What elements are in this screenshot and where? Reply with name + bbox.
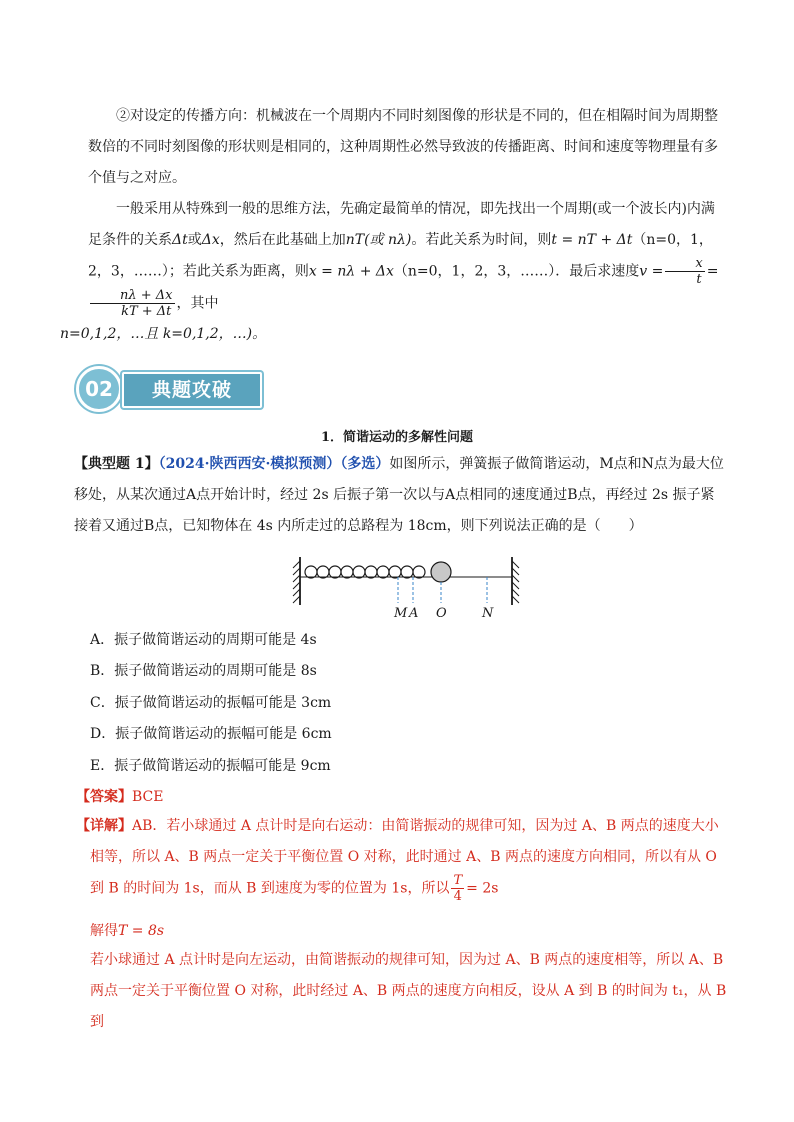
label-n: N [482, 606, 494, 621]
answer-label: 【答案】 [76, 789, 132, 805]
subsection-title: 1．简谐运动的多解性问题 [320, 430, 474, 445]
detail-paragraph-1 [76, 811, 730, 905]
fraction-t-over-4 [451, 873, 464, 904]
intro-text-2g: n=0,1,2，…且 k=0,1,2，…)。 [60, 326, 267, 342]
label-m: M [394, 606, 408, 621]
intro-text-2b: ，然后在此基础上加 [219, 232, 346, 248]
spring-coils [305, 566, 425, 578]
math-x-equation: x = nλ + Δx [308, 263, 394, 280]
problem-stem [74, 449, 724, 542]
math-delta-t: Δt [172, 232, 188, 248]
label-o: O [436, 606, 447, 621]
problem-text [74, 449, 724, 542]
option-e: E．振子做简谐运动的振幅可能是 9cm [90, 758, 331, 774]
left-wall-hatch [293, 561, 300, 603]
detail-paragraph-2 [90, 921, 164, 941]
detail-label: 【详解】 [76, 818, 132, 834]
intro-text-2f: ，其中 [176, 295, 219, 311]
intro-paragraph-2 [60, 194, 724, 350]
fraction-denominator: 4 [453, 889, 462, 904]
option-b: B．振子做简谐运动的周期可能是 8s [90, 663, 317, 679]
problem-stem-text: 如图所示，弹簧振子做简谐运动，M点和N点为最大位移处，从某次通过A点开始计时，经过 2s 后振子第一次以与A点相同的速度通过B点，再经过 2s 振子紧接着又通过B点，已知物体在 4s 内所走过的总路程为 18cm，则下列说法正确的是（ ） [74, 456, 724, 534]
section-title-banner: 典题攻破 [122, 372, 262, 408]
intro-or: 或 [187, 232, 202, 248]
answer-value: BCE [132, 789, 164, 805]
math-delta-x: Δx [201, 232, 220, 248]
intro-text-1: ②对设定的传播方向：机械波在一个周期内不同时刻图像的形状是不同的，但在相隔时间为周期整数倍的不同时刻图像的形状则是相同的，这种周期性必然导致波的传播距离、时间和速度等物理量有多个值与之对应。 [88, 108, 718, 186]
problem-tag: 【典型题 1】 [74, 456, 159, 472]
intro-text-2e: （n=0，1，2，3，……）．最后求速度 [393, 263, 640, 280]
spring-oscillator-figure [290, 555, 530, 625]
intro-text-2 [60, 194, 724, 350]
option-d: D．振子做简谐运动的振幅可能是 6cm [90, 726, 332, 742]
section-number-badge: 02 [76, 366, 122, 412]
fraction-numerator: x [665, 256, 704, 272]
option-c: C．振子做简谐运动的振幅可能是 3cm [90, 695, 332, 711]
right-wall-hatch [512, 561, 519, 603]
detail-text-3: 若小球通过 A 点计时是向左运动，由简谐振动的规律可知，因为过 A、B 两点的速度相等，所以 A、B 两点一定关于平衡位置 O 对称，此时经过 A、B 两点的速度方向相反，设从 A 到 B 的时间为 t₁，从 B 到 [90, 952, 727, 1030]
detail-text-1a: AB．若小球通过 A 点计时是向右运动：由简谐振动的规律可知，因为过 A、B 两点的速度大小相等，所以 A、B 两点一定关于平衡位置 O 对称，此时通过 A、B 两点的速度方向相同，所以有从 O 到 B 的时间为 1s，而从 B 到速度为零的位置为 1s，所以 [90, 818, 719, 897]
intro-text-2a: 一般采用从特殊到一般的思维方法，先确定最简单的情况，即先找出一个周期(或一个波长内)内满足条件的关系 [88, 201, 715, 248]
section-header [76, 364, 266, 412]
answer-line [76, 787, 163, 807]
math-v: v = [639, 263, 664, 280]
label-a: A [409, 606, 419, 621]
fraction-numerator: nλ + Δx [90, 288, 175, 304]
math-t-equation: t = nT + Δt [551, 232, 633, 248]
oscillator-ball [431, 562, 451, 582]
fraction-velocity [90, 288, 175, 319]
detail-text-2: 解得 [90, 923, 118, 939]
detail-text-1 [76, 811, 730, 905]
detail-paragraph-3 [90, 945, 730, 1038]
fraction-x-over-t [665, 256, 704, 287]
intro-paragraph-1 [88, 101, 724, 194]
detail-frac-rhs: = 2s [466, 880, 499, 897]
option-a: A．振子做简谐运动的周期可能是 4s [90, 632, 317, 648]
fraction-denominator: kT + Δt [121, 303, 172, 319]
intro-text-2d: （n=0，1，2，3，……）；若此关系为距离，则 [88, 232, 713, 280]
math-equals: = [706, 263, 719, 280]
intro-text-2c: 。若此关系为时间，则 [411, 232, 552, 248]
detail-t-equation: T = 8s [118, 923, 165, 939]
fraction-numerator: T [453, 873, 463, 888]
fraction-denominator: t [696, 272, 702, 287]
math-nt-nlambda: nT(或 nλ) [345, 232, 412, 248]
problem-source: （2024·陕西西安·模拟预测）（多选） [158, 456, 390, 472]
